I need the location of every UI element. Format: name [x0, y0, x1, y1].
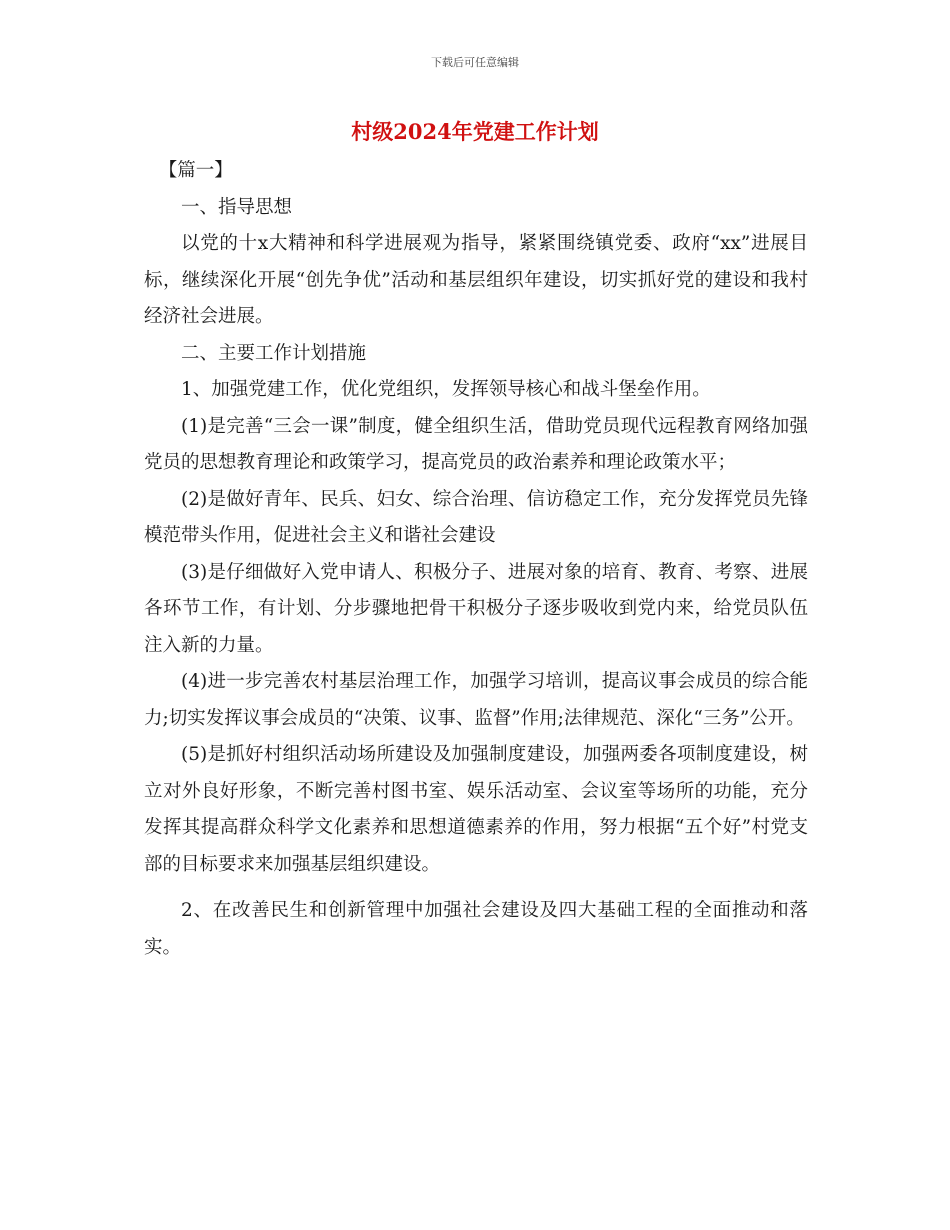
section-heading-part-one: 【篇一】	[158, 160, 233, 181]
paragraph-guiding-thought: 以党的十x大精神和科学进展观为指导，紧紧围绕镇党委、政府“xx”进展目标，继续深化开展“创先争优”活动和基层组织年建设，切实抓好党的建设和我村经济社会进展。	[144, 233, 808, 327]
page-header-note: 下载后可任意编辑	[431, 56, 519, 69]
paragraph-measure-1: 1、加强党建工作，优化党组织，发挥领导核心和战斗堡垒作用。	[181, 379, 711, 400]
paragraph-spacer	[144, 883, 808, 893]
heading-main-measures: 二、主要工作计划措施	[181, 342, 367, 364]
paragraph-item-2: (2)是做好青年、民兵、妇女、综合治理、信访稳定工作，充分发挥党员先锋模范带头作用，促进社会主义和谐社会建设	[144, 488, 808, 546]
heading-guiding-thought: 一、指导思想	[181, 196, 293, 218]
paragraph-item-1: (1)是完善“三会一课”制度，健全组织生活，借助党员现代远程教育网络加强党员的思想教育理论和政策学习，提高党员的政治素养和理论政策水平；	[144, 415, 808, 473]
document-body	[144, 153, 808, 966]
paragraph-item-4: (4)进一步完善农村基层治理工作，加强学习培训，提高议事会成员的综合能力;切实发挥议事会成员的“决策、议事、监督”作用;法律规范、深化“三务”公开。	[144, 671, 808, 729]
paragraph-measure-2: 2、在改善民生和创新管理中加强社会建设及四大基础工程的全面推动和落实。	[144, 900, 808, 958]
paragraph-item-3: (3)是仔细做好入党申请人、积极分子、进展对象的培育、教育、考察、进展各环节工作，有计划、分步骤地把骨干积极分子逐步吸收到党内来，给党员队伍注入新的力量。	[144, 561, 808, 656]
document-title: 村级2024年党建工作计划	[351, 119, 599, 144]
paragraph-item-5: (5)是抓好村组织活动场所建设及加强制度建设，加强两委各项制度建设，树立对外良好形象，不断完善村图书室、娱乐活动室、会议室等场所的功能，充分发挥其提高群众科学文化素养和思想道德素养的作用，努力根据“五个好”村党支部的目标要求来加强基层组织建设。	[144, 744, 808, 875]
